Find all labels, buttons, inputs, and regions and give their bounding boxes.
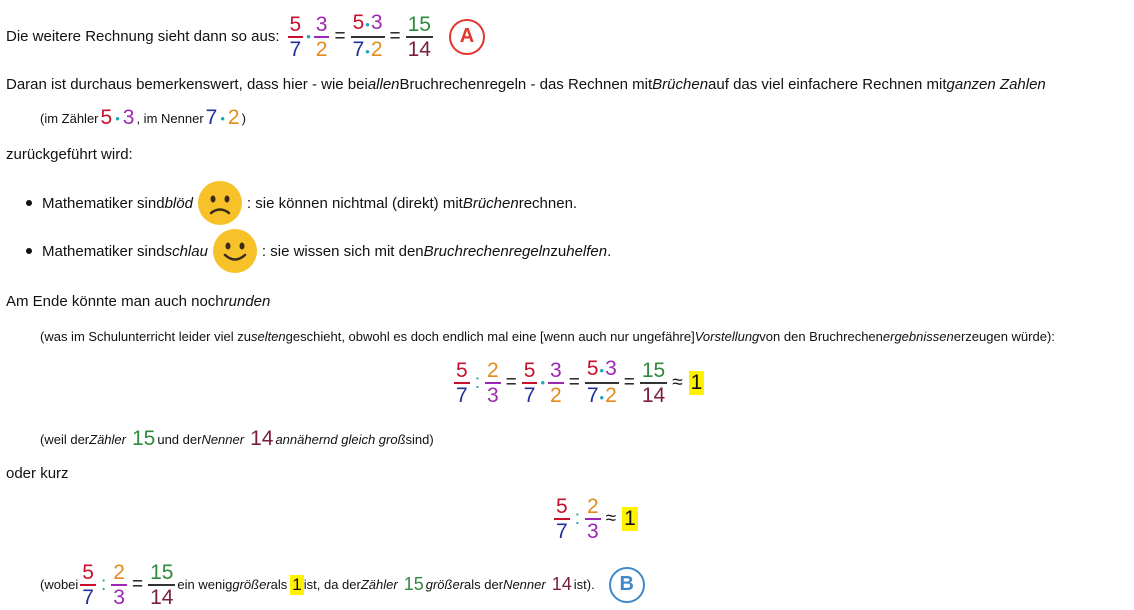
fraction-3-2: $\frac{3}{2}$	[550, 359, 562, 407]
paragraph-whereby: (wobei $\frac{5}{7}$ : $\frac{2}{3}$ = $\frac{15}{14}$ ein wenig größer als 1 ist, da der Zähler 15 größer als der Nenner 14 ist). B	[40, 562, 645, 608]
fraction-2-3: $\frac{2}{3}$	[586, 495, 599, 543]
bullet-icon	[26, 200, 32, 206]
times-symbol: •	[306, 29, 311, 45]
badge-b: B	[609, 567, 645, 603]
bullet-icon	[26, 248, 32, 254]
highlighted-one: 1	[624, 506, 636, 530]
fraction-15-14: $\frac{15}{14}$	[641, 359, 666, 407]
intro-text: Die weitere Rechnung sieht dann so aus:	[6, 28, 280, 46]
fraction-15-14: $\frac{15}{14}$	[407, 13, 431, 61]
equals-symbol: =	[389, 25, 401, 47]
bullet-item-smart: Mathematiker sind schlau : sie wissen sich mit den Bruchrechenregeln zu helfen .	[26, 228, 611, 274]
highlighted-one: 1	[690, 370, 703, 394]
fraction-5-7: $\frac{5}{7}$	[82, 561, 94, 609]
equation-full: $\frac{5}{7}$ : $\frac{2}{3}$ = $\frac{5}{7}$ • $\frac{3}{2}$ = $\frac{5•3}{7•2}$ = $\frac{15}{14}$ ≈ 1	[456, 357, 703, 407]
zaehler-nenner-note: (im Zähler 5 • 3 , im Nenner 7 • 2 )	[40, 106, 246, 129]
paragraph-short: oder kurz	[6, 465, 69, 482]
divide-symbol: :	[474, 371, 480, 393]
paragraph-school-remark: (was im Schulunterricht leider viel zu selten geschieht, obwohl es doch endlich mal eine [wenn auch nur ungefähre] Vorstellung von den Bruchrechen ergebnissen erzeugen würde):	[40, 329, 1055, 344]
fraction-product: $\frac{5•3}{7•2}$	[586, 357, 617, 407]
fraction-5-7: $\frac{5}{7}$	[523, 359, 536, 407]
fraction-5-7: $\frac{5}{7}$	[289, 13, 302, 61]
equation-line-a	[6, 12, 485, 62]
equation-short	[552, 496, 638, 542]
highlighted-one: 1	[292, 574, 302, 594]
fraction-product: $\frac{5•3}{7•2}$	[352, 11, 383, 61]
paragraph-continued: zurückgeführt wird:	[6, 146, 133, 163]
paragraph-remark: Daran ist durchaus bemerkenswert, dass hier - wie bei allen Bruchrechenregeln - das Rechnen mit Brüchen auf das viel einfachere Rechnen mit ganzen Zahlen	[6, 76, 1046, 93]
paragraph-rounding: Am Ende könnte man auch noch runden	[6, 293, 271, 310]
smiley-face-icon	[212, 228, 258, 274]
bullet-item-dumb: Mathematiker sind blöd : sie können nichtmal (direkt) mit Brüchen rechnen.	[26, 180, 577, 226]
approx-symbol: ≈	[672, 371, 683, 393]
fraction-3-2: $\frac{3}{2}$	[315, 13, 328, 61]
fraction-5-7: $\frac{5}{7}$	[556, 495, 568, 543]
sad-face-icon	[197, 180, 243, 226]
divide-symbol: :	[100, 573, 107, 595]
approx-symbol: ≈	[605, 507, 617, 529]
badge-a: A	[449, 19, 485, 55]
fraction-2-3: $\frac{2}{3}$	[486, 359, 499, 407]
fraction-15-14: $\frac{15}{14}$	[150, 561, 174, 609]
fraction-5-7: $\frac{5}{7}$	[456, 359, 468, 407]
equals-symbol: =	[334, 25, 346, 47]
paragraph-reason: (weil der Zähler 15 und der Nenner 14 annähernd gleich groß sind)	[40, 427, 434, 450]
divide-symbol: :	[574, 507, 580, 529]
fraction-2-3: $\frac{2}{3}$	[113, 561, 125, 609]
